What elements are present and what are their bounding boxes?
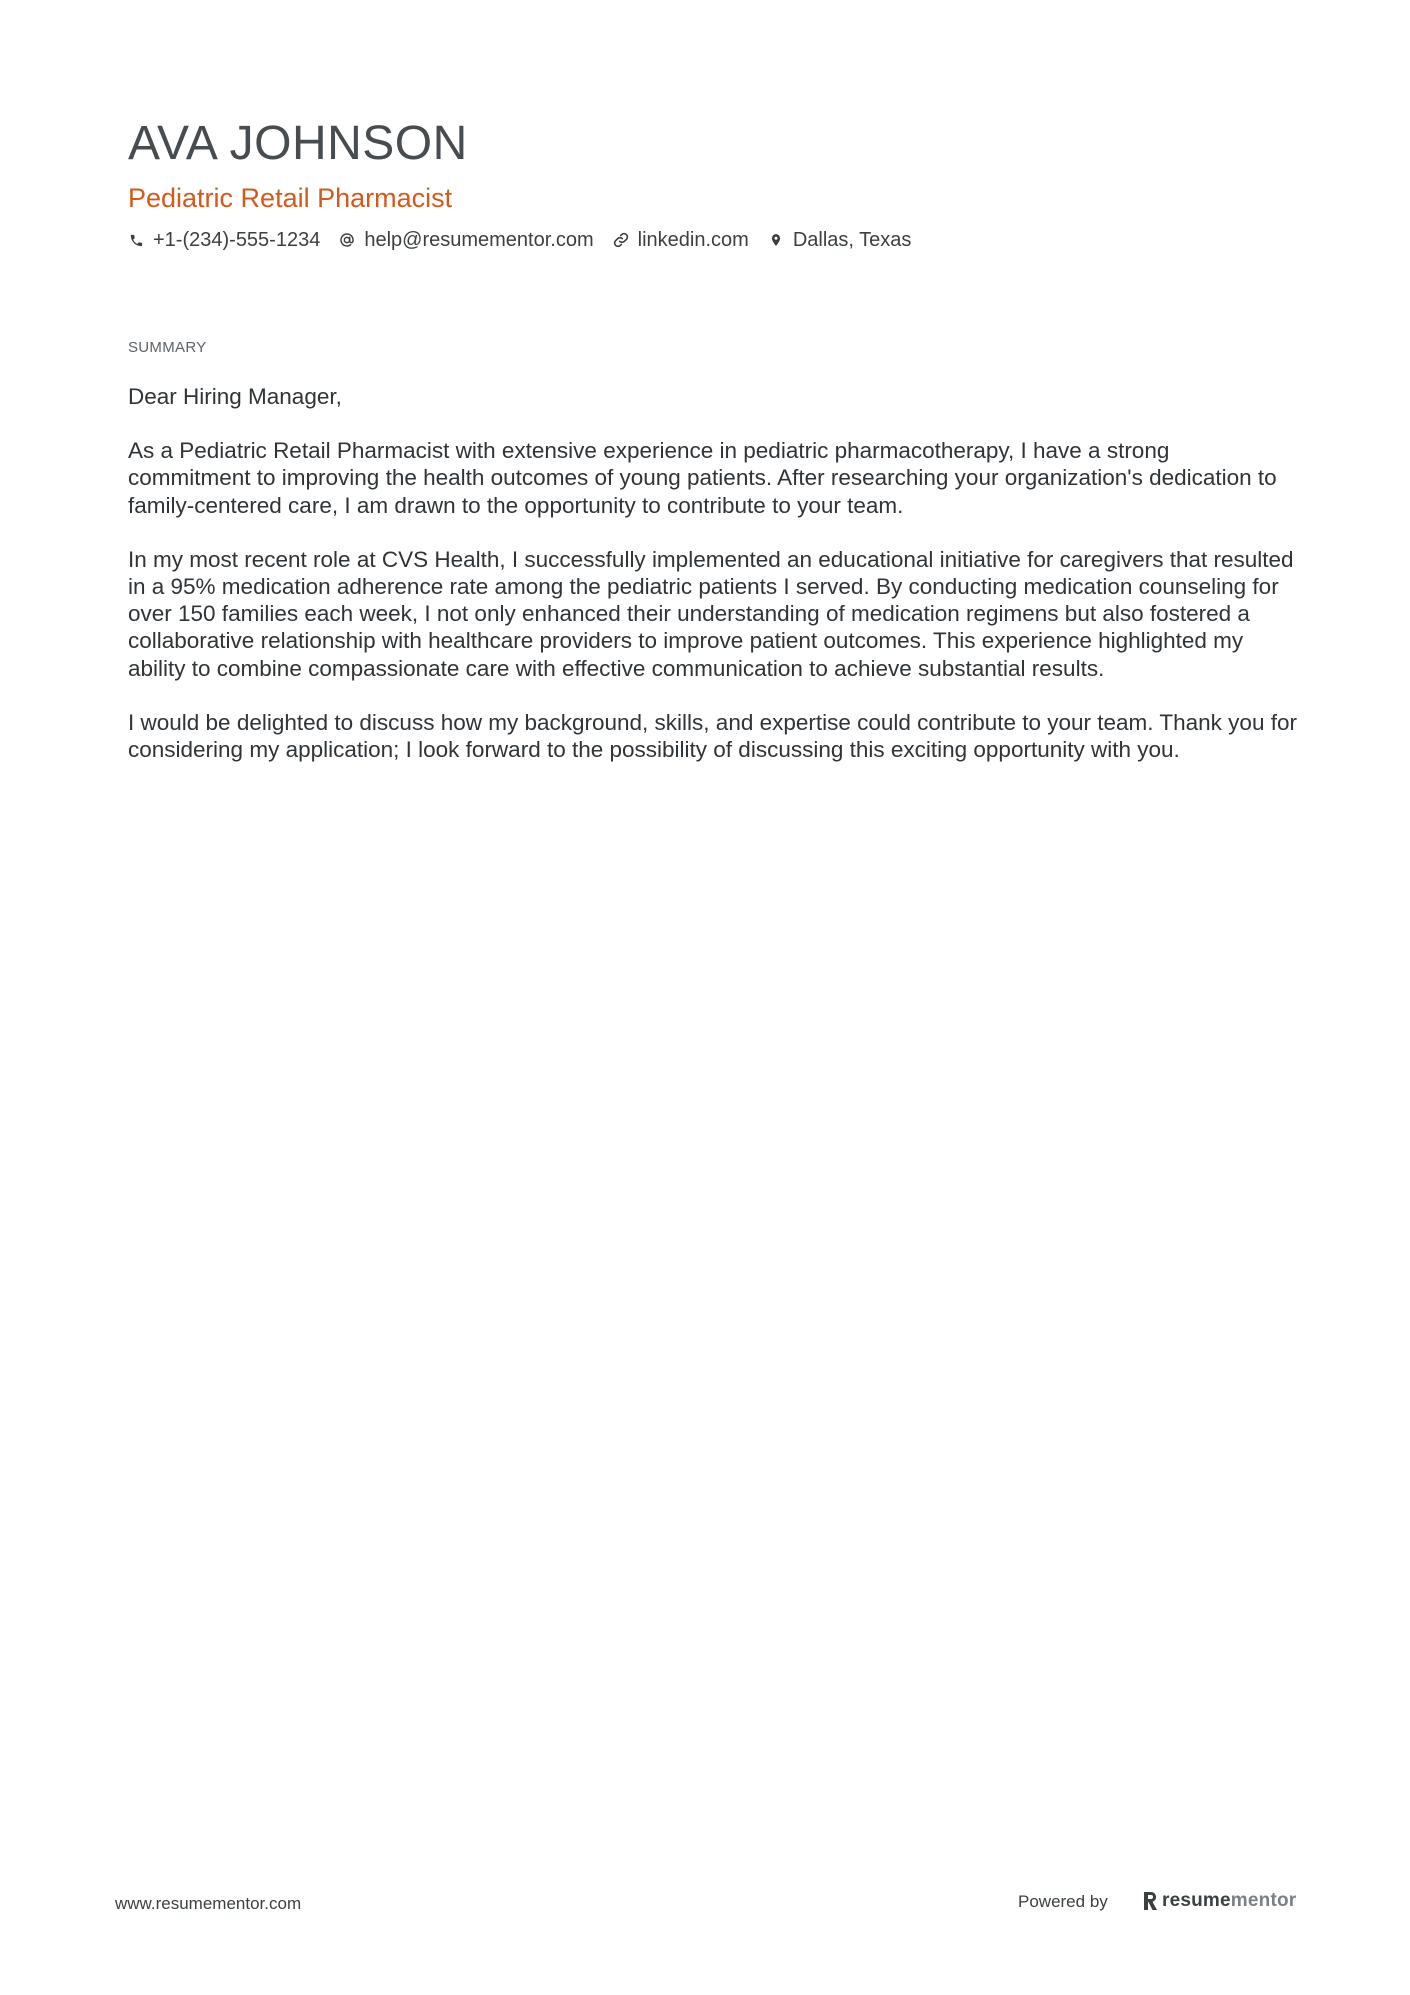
contact-linkedin[interactable] [613,229,749,252]
resumementor-logo-icon [1142,1891,1158,1911]
summary-heading: SUMMARY [128,339,207,356]
contact-email[interactable] [339,229,593,252]
at-icon [339,232,355,248]
candidate-name: AVA JOHNSON [128,117,468,170]
powered-by-label: Powered by [1018,1892,1108,1911]
linkedin-text: linkedin.com [637,228,749,251]
salutation: Dear Hiring Manager, [128,384,342,409]
paragraph-intro: As a Pediatric Retail Pharmacist with extensive experience in pediatric pharmacotherapy, I have a strong commitment to improving the health outcomes of young patients. After researching your organization's dedication to family-centered care, I am drawn to the opportunity to contribute to your team. [128,438,1277,518]
phone-text: +1-(234)-555-1234 [153,228,321,251]
contact-location [768,229,912,252]
brand-text-mentor: mentor [1230,1890,1297,1911]
paragraph-closing: I would be delighted to discuss how my background, skills, and expertise could contribute to your team. Thank you for considering my application; I look forward to the possibility of discussing this exciting opportunity with you. [128,709,1297,763]
resumementor-logo[interactable] [1142,1886,1296,1916]
footer-website-link[interactable]: www.resumementor.com [115,1894,302,1913]
link-icon [613,232,629,248]
contact-bar [128,224,930,256]
location-text: Dallas, Texas [792,228,912,251]
location-pin-icon [768,232,784,248]
contact-phone [128,229,320,252]
letter-body [128,383,1298,790]
job-title: Pediatric Retail Pharmacist [128,183,453,213]
brand-text-resume: resume [1162,1890,1231,1911]
email-text: help@resumementor.com [364,228,594,251]
phone-icon [128,232,144,248]
paragraph-experience: In my most recent role at CVS Health, I successfully implemented an educational initiative for caregivers that resulted in a 95% medication adherence rate among the pediatric patients I served. By conducting medication counseling for over 150 families each week, I not only enhanced their understanding of medication regimens but also fostered a collaborative relationship with healthcare providers to improve patient outcomes. This experience highlighted my ability to combine compassionate care with effective communication to achieve substantial results. [128,546,1294,681]
